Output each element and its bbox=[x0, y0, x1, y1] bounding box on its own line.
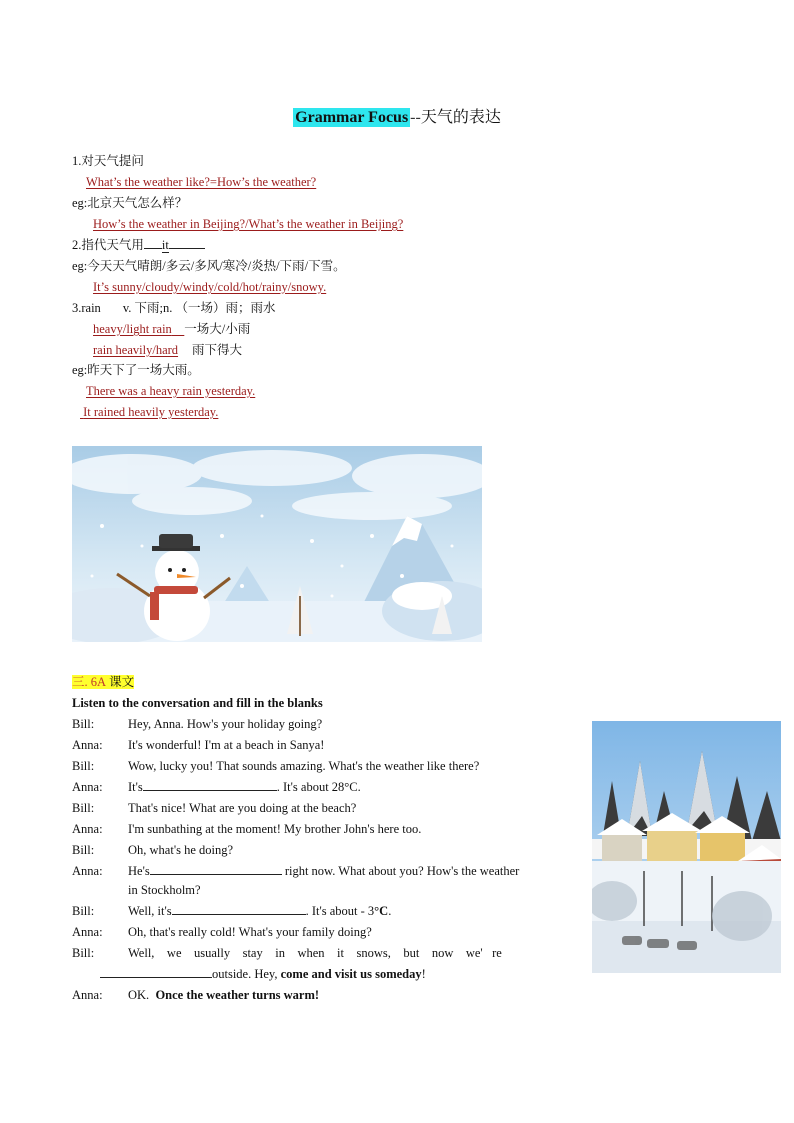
dialogue-continuation: in Stockholm? bbox=[128, 883, 201, 897]
eg3-answer1: There was a heavy rain yesterday. bbox=[86, 384, 256, 398]
title-dash: -- bbox=[410, 109, 421, 126]
answer-blank-2[interactable] bbox=[150, 862, 282, 875]
eg3-answer2: It rained heavily yesterday. bbox=[83, 405, 219, 419]
eg1-prefix: eg:北京天气怎么样？ bbox=[72, 196, 188, 210]
answer-blank-3[interactable] bbox=[172, 902, 306, 915]
item3-phrase2: rain heavily/hard 雨下得大 bbox=[93, 343, 243, 357]
item1-answer: What’s the weather like?=How’s the weather? bbox=[86, 175, 317, 189]
section-instruction: Listen to the conversation and fill in the blanks bbox=[72, 696, 323, 710]
eg3-prefix: eg:昨天下了一场大雨。 bbox=[72, 363, 200, 377]
answer-blank-4[interactable] bbox=[100, 965, 212, 978]
eg1-answer: How’s the weather in Beijing?/What’s the weather in Beijing? bbox=[93, 217, 404, 231]
item2-line: 2.指代天气用 it bbox=[72, 236, 205, 254]
page-title bbox=[0, 106, 794, 130]
item3-line: 3.rain v. 下雨;n. （一场）雨；雨水 bbox=[72, 301, 276, 315]
answer-blank-1[interactable] bbox=[143, 778, 277, 791]
eg2-answer: It’s sunny/cloudy/windy/cold/hot/rainy/snowy. bbox=[93, 280, 327, 294]
title-chinese: 天气的表达 bbox=[420, 109, 501, 126]
dialogue-continuation: outside. Hey, come and visit us someday! bbox=[100, 965, 426, 983]
item2-blank-word: it bbox=[161, 238, 169, 252]
title-highlight: Grammar Focus bbox=[295, 109, 409, 126]
item3-phrase1: heavy/light rain 一场大/小雨 bbox=[93, 322, 251, 336]
worksheet-page: Grammar Focus --天气的表达 1.对天气提问 What’s the weather like?=How’s the weather? eg:北京天气怎么样？ How’s the weather in Beijing?/What’s the weather in Beijing? 2.指代天气用 it eg:今天天气晴朗/多云/多风/寒冷/炎热/下雨/下雪。 It’s sunny/cloudy/windy/cold/hot/rainy/snowy. 3.rain v. 下雨;n. （一场）雨；雨水 heavy/light rain 一场大/小雨 rain heavily/hard 雨下得大 eg:昨天下了一场大雨。 There was a heavy rain yesterday. It rained heavily yesterday. 三. 6A 课文 Listen to the conversation and fill in the blanks Bill: Hey, Anna. How's your holiday going? Anna: It's wonderful! I'm at a beach in Sanya! Bill: Wow, lucky you! That sounds amazing. What's the weather like there? Anna: It's . It's about 28°C. Bill: That's nice! What are you doing at the beach? Anna: I'm sunbathing at the moment! My brother John's here too. Bill: Oh, what's he doing? Anna: He's right now. What about you? How's the weather in Stockholm? Bill: Well, it's . It's about - 3°C. Anna: Oh, that's really cold! What's your family doing? Bill: Well, we usually stay in when it snows, but now we' re outside. Hey, come and visit us someday! Anna: OK. Once the weather turns warm! bbox=[0, 0, 794, 1123]
section-label: 三. 6A 课文 bbox=[72, 675, 135, 689]
snowman-illustration bbox=[72, 446, 482, 642]
winter-town-photo bbox=[592, 721, 781, 973]
eg2-prefix: eg:今天天气晴朗/多云/多风/寒冷/炎热/下雨/下雪。 bbox=[72, 259, 346, 273]
item1-heading: 1.对天气提问 bbox=[72, 154, 144, 168]
